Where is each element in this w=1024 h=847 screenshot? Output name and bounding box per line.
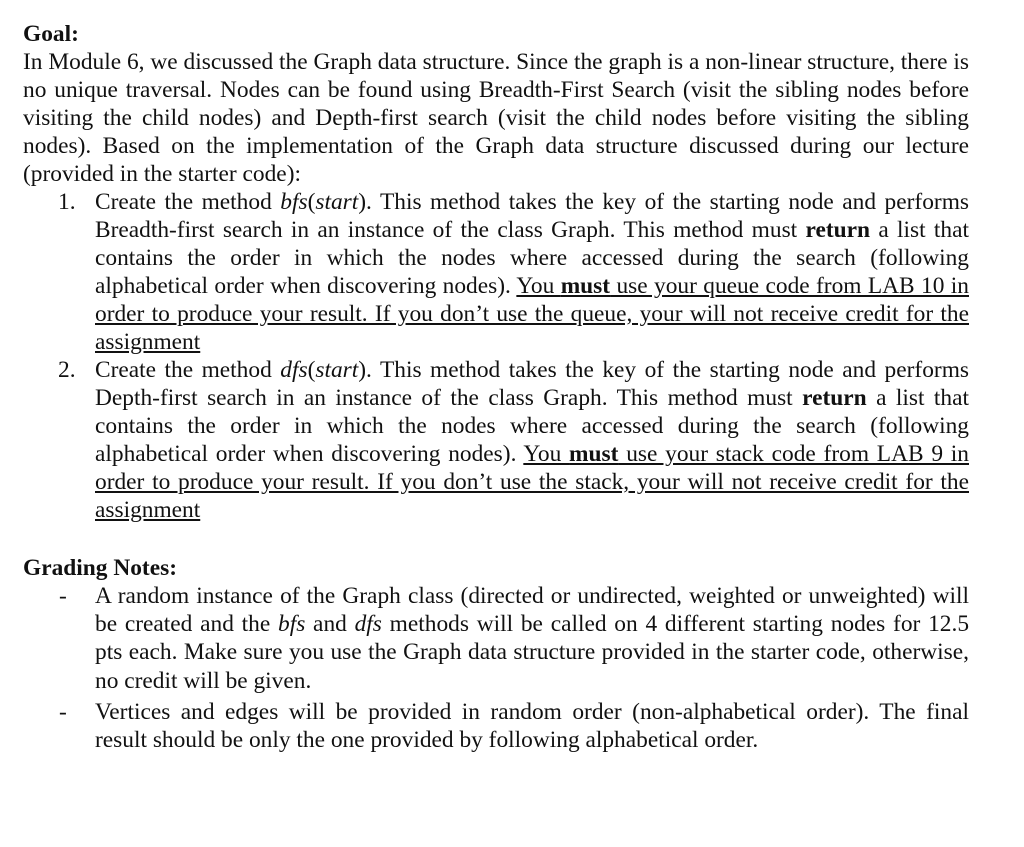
- grading-item: - A random instance of the Graph class (directed or undirected, weighted or unweighted) will be created and the bfs and dfs methods will be called on 4 different starting nodes for 12.5 pts each. Make sure you use the Graph data structure provided in the starter code, otherwise, no credit will be given.: [59, 583, 970, 694]
- document-page: [23, 20, 969, 754]
- section-spacer: [23, 524, 969, 552]
- method-name: dfs: [354, 611, 382, 638]
- requirement-note: You must use your queue code from LAB 10 in order to produce your result. If you don’t use the queue, your will not receive credit for the assignment: [95, 273, 969, 355]
- method-arg: start: [315, 357, 359, 383]
- return-keyword: return: [802, 385, 867, 411]
- method-name: bfs: [280, 189, 308, 215]
- list-dash: -: [59, 583, 67, 609]
- list-number: 2.: [58, 357, 76, 383]
- list-dash: -: [59, 698, 67, 725]
- requirement-note: You must use your stack code from LAB 9 in order to produce your result. If you don’t use the stack, your will not receive credit for the assignment: [95, 441, 969, 523]
- goal-heading: Goal:: [23, 21, 79, 47]
- grading-item: - Vertices and edges will be provided in random order (non-alphabetical order). The final result should be only the one provided by following alphabetical order.: [59, 698, 969, 754]
- return-keyword: return: [805, 217, 871, 243]
- task-item-dfs: 2. Create the method dfs(start). This method takes the key of the starting node and performs Depth-first search in an instance of the class Graph. This method must return a list that contains the order in which the nodes where accessed during the search (following alphabetical order when discovering nodes). You must use your stack code from LAB 9 in order to produce your result. If you don’t use the stack, your will not receive credit for the assignment: [58, 357, 969, 523]
- task-list: [23, 188, 969, 524]
- method-arg: start: [315, 189, 359, 215]
- goal-intro: In Module 6, we discussed the Graph data structure. Since the graph is a non-linear structure, there is no unique traversal. Nodes can be found using Breadth-First Search (visit the sibling nodes before visiting the child nodes) and Depth-first search (visit the child nodes before visiting the sibling nodes). Based on the implementation of the Graph data structure discussed during our lecture (provided in the starter code):: [23, 49, 969, 187]
- method-name: dfs: [280, 357, 308, 383]
- grading-list: [23, 582, 969, 754]
- list-number: 1.: [58, 189, 76, 215]
- task-item-bfs: 1. Create the method bfs(start). This method takes the key of the starting node and performs Breadth-first search in an instance of the class Graph. This method must return a list that contains the order in which the nodes where accessed during the search (following alphabetical order when discovering nodes). You must use your queue code from LAB 10 in order to produce your result. If you don’t use the queue, your will not receive credit for the assignment: [58, 189, 969, 355]
- grading-heading: Grading Notes:: [23, 555, 177, 581]
- method-name: bfs: [278, 611, 306, 638]
